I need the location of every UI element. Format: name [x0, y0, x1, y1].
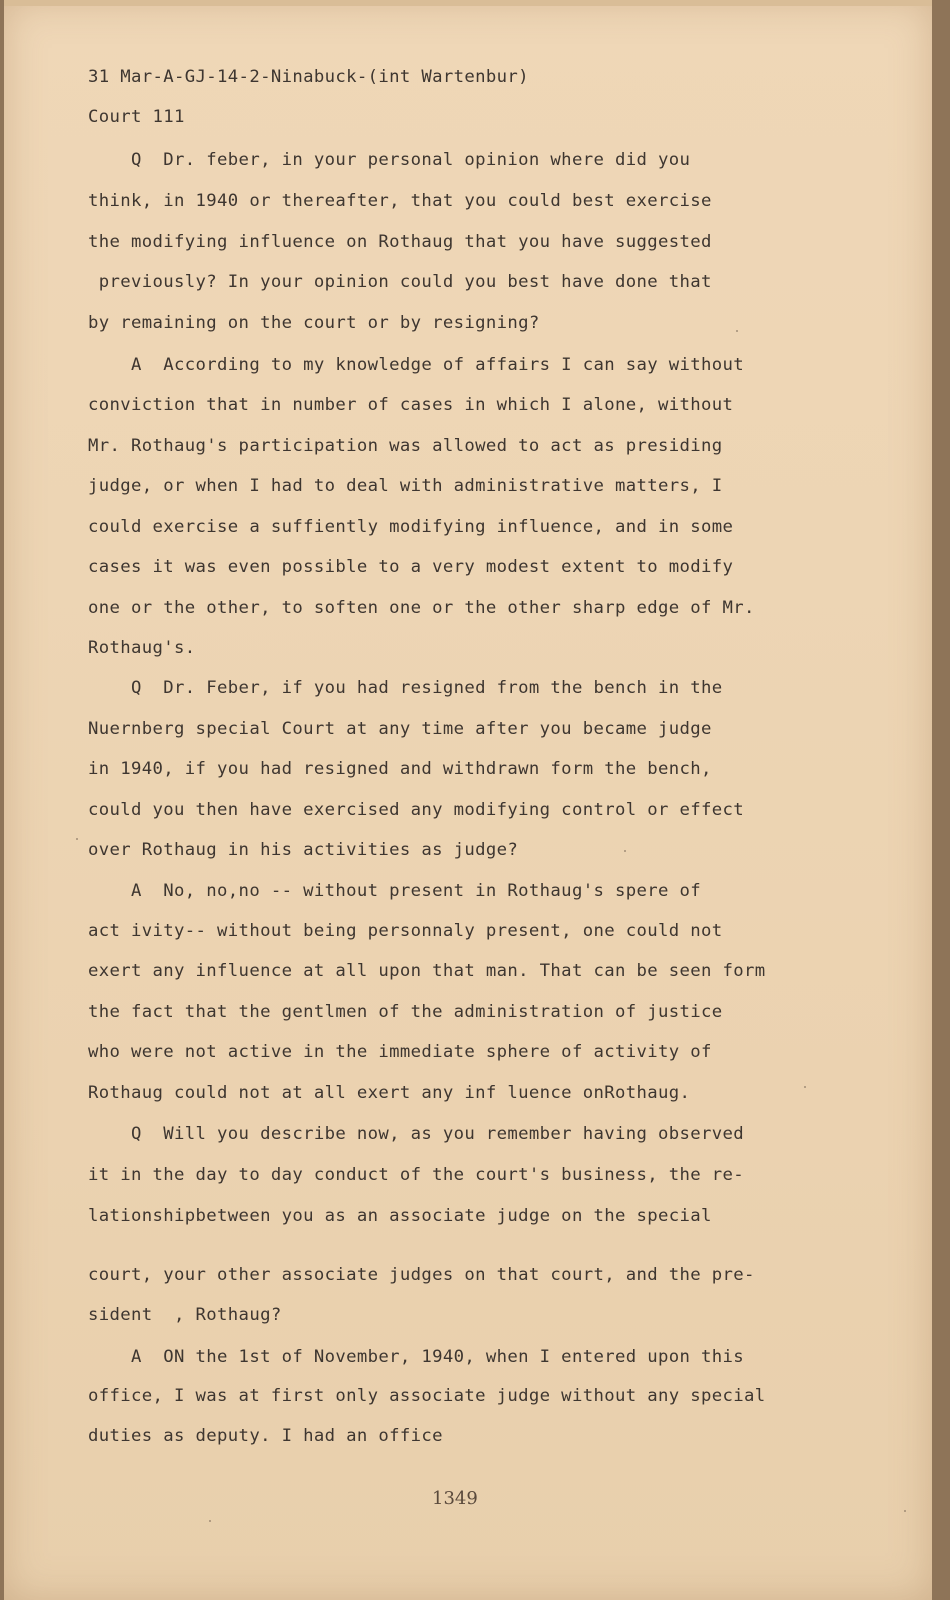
header-reference: 31 Mar-A-GJ-14-2-Ninabuck-(int Wartenbur): [88, 67, 529, 87]
text-line: the modifying influence on Rothaug that you have suggested: [88, 232, 712, 252]
text-line: court, your other associate judges on that court, and the pre-: [88, 1265, 755, 1285]
text-line: act ivity-- without being personnaly present, one could not: [88, 921, 723, 941]
text-line: who were not active in the immediate sphere of activity of: [88, 1042, 712, 1062]
paper-speck: [736, 330, 738, 332]
text-line: previously? In your opinion could you best have done that: [88, 272, 712, 292]
text-line: Q Will you describe now, as you remember having observed: [88, 1124, 745, 1144]
text-line: the fact that the gentlmen of the administration of justice: [88, 1002, 723, 1022]
text-line: Mr. Rothaug's participation was allowed to act as presiding: [88, 436, 723, 456]
text-line: judge, or when I had to deal with administrative matters, I: [88, 476, 723, 496]
page-number: 1349: [432, 1488, 478, 1509]
text-line: one or the other, to soften one or the other sharp edge of Mr.: [88, 598, 755, 618]
text-line: A ON the 1st of November, 1940, when I entered upon this: [88, 1347, 745, 1367]
text-line: think, in 1940 or thereafter, that you could best exercise: [88, 191, 712, 211]
paper-speck: [904, 1510, 906, 1512]
text-line: in 1940, if you had resigned and withdrawn form the bench,: [88, 759, 712, 779]
paper-speck: [209, 1520, 211, 1522]
text-line: A No, no,no -- without present in Rothaug's spere of: [88, 881, 701, 901]
text-line: conviction that in number of cases in which I alone, without: [88, 395, 734, 415]
page-top-edge: [4, 0, 932, 6]
text-line: Q Dr. feber, in your personal opinion where did you: [88, 150, 691, 170]
header-court: Court 111: [88, 107, 185, 127]
text-line: could you then have exercised any modifying control or effect: [88, 800, 745, 820]
text-line: Rothaug's.: [88, 638, 196, 658]
paper-speck: [804, 1086, 806, 1088]
text-line: sident , Rothaug?: [88, 1305, 282, 1325]
text-line: Rothaug could not at all exert any inf luence onRothaug.: [88, 1083, 691, 1103]
text-line: over Rothaug in his activities as judge?: [88, 840, 519, 860]
text-line: office, I was at first only associate judge without any special: [88, 1386, 766, 1406]
text-line: cases it was even possible to a very modest extent to modify: [88, 557, 734, 577]
text-line: by remaining on the court or by resigning?: [88, 313, 540, 333]
paper-speck: [76, 838, 78, 840]
paper-speck: [624, 850, 626, 852]
text-line: lationshipbetween you as an associate judge on the special: [88, 1206, 712, 1226]
text-line: Nuernberg special Court at any time after you became judge: [88, 719, 712, 739]
document-page: [4, 0, 932, 1600]
text-line: exert any influence at all upon that man. That can be seen form: [88, 961, 766, 981]
text-line: Q Dr. Feber, if you had resigned from the bench in the: [88, 678, 723, 698]
text-line: A According to my knowledge of affairs I can say without: [88, 355, 745, 375]
text-line: it in the day to day conduct of the court's business, the re-: [88, 1165, 745, 1185]
text-line: could exercise a suffiently modifying influence, and in some: [88, 517, 734, 537]
text-line: duties as deputy. I had an office: [88, 1426, 443, 1446]
